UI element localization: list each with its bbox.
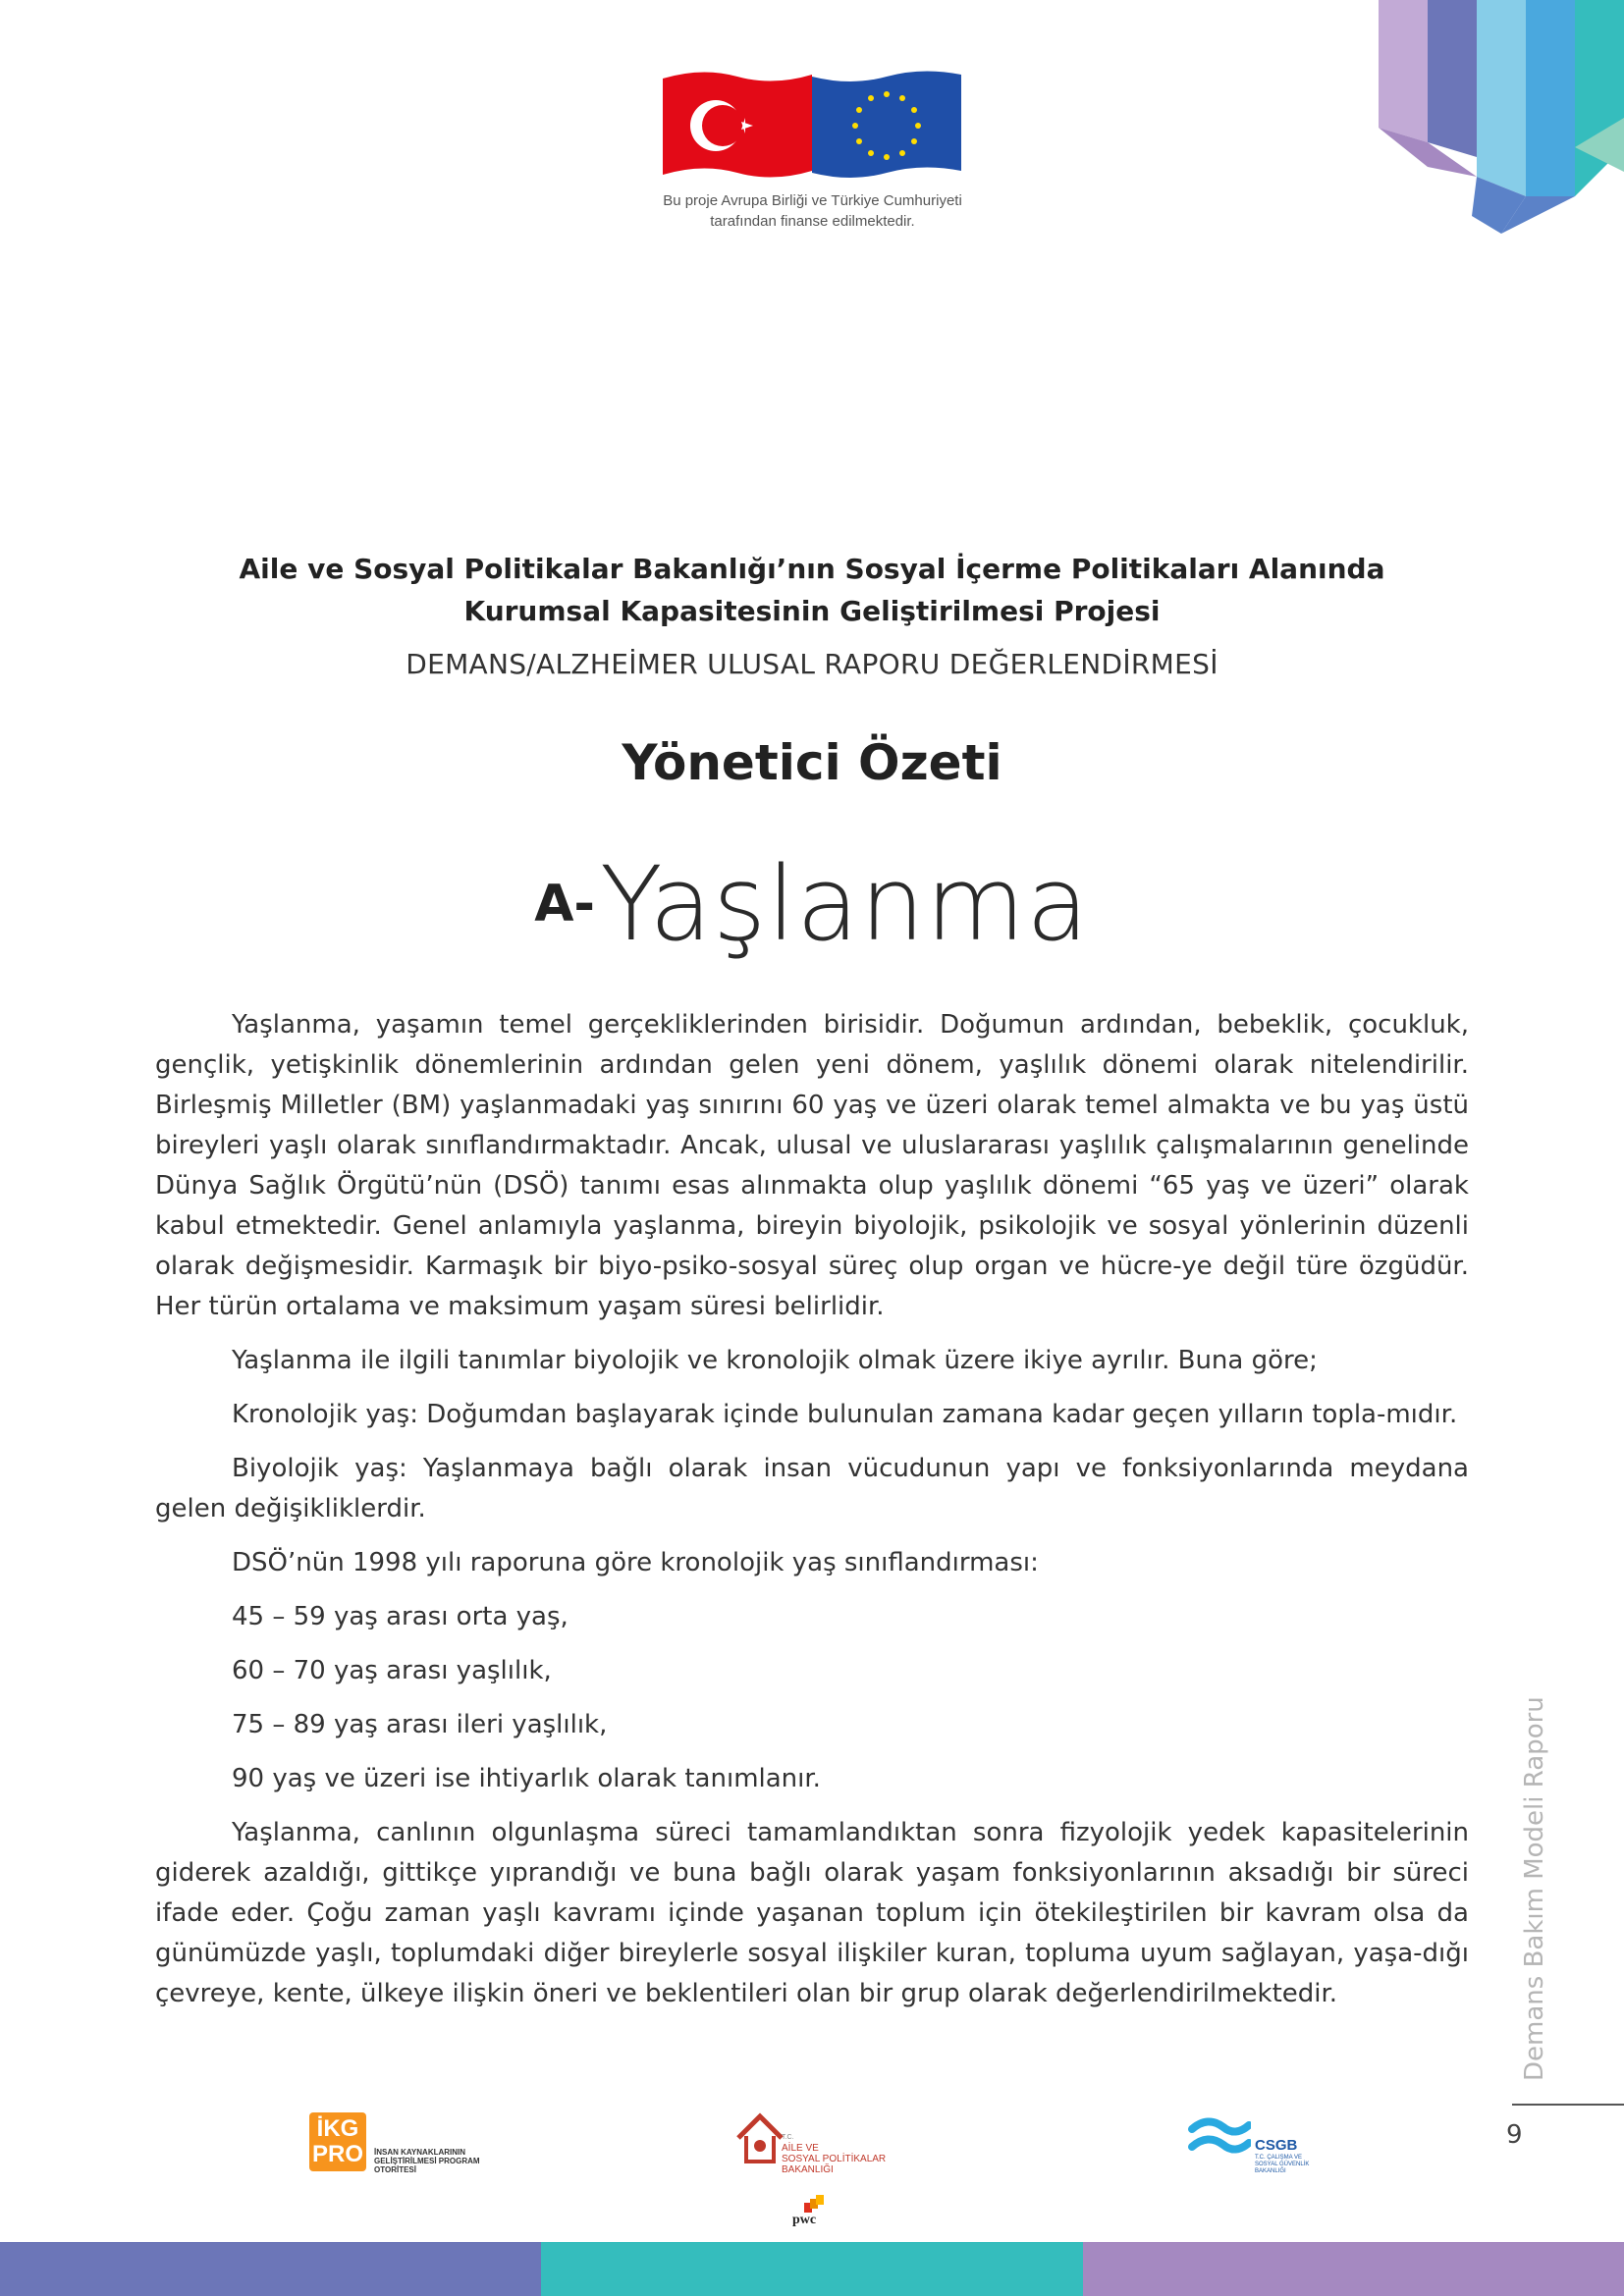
ikg-pro-logo	[309, 2112, 480, 2175]
bottom-color-band	[0, 2242, 1624, 2296]
pwc-text: pwc	[792, 2213, 817, 2227]
page-number: 9	[1506, 2120, 1523, 2150]
pwc-logo	[790, 2195, 830, 2228]
paragraph-aging-intro: Yaşlanma, yaşamın temel gerçekliklerinden birisidir. Doğumun ardından, bebeklik, çocukluk, gençlik, yetişkinlik dönemlerinin ardından gelen yeni dönem, yaşlılık dönemi olarak nitelendirilir. Birleşmiş Milletler (BM) yaşlanmadaki yaş sınırını 60 yaş ve üzeri olarak temel almakta ve bu yaş üstü bireyleri yaşlı olarak sınıflandırmaktadır. Ancak, ulusal ve uluslararası yaşlılık çalışmalarının genelinde Dünya Sağlık Örgütü’nün (DSÖ) tanımı esas alınmakta olup yaşlılık dönemi “65 yaş ve üzeri” olarak kabul etmektedir. Genel anlamıyla yaşlanma, bireyin biyolojik, psikolojik ve sosyal yönlerinin düzenli olarak değişmesidir. Karmaşık bir biyo-psiko-sosyal süreç olup organ ve hücre-ye değil türe özgüdür. Her türün ortalama ve maksimum yaşam süresi belirlidir.	[155, 1010, 1469, 1321]
band-segment-left	[0, 2242, 541, 2296]
ministry-house-icon	[734, 2110, 784, 2169]
list-item: 90 yaş ve üzeri ise ihtiyarlık olarak tanımlanır.	[232, 1764, 821, 1793]
asp-ministry-logo	[734, 2110, 892, 2179]
pwc-blocks-icon	[804, 2195, 826, 2213]
csgb-wave-icon	[1188, 2115, 1251, 2159]
page-number-rule	[1512, 2104, 1624, 2106]
corner-decoration	[1379, 0, 1624, 236]
asp-line2: SOSYAL POLİTİKALAR	[782, 2154, 887, 2164]
asp-small: T.C.	[782, 2134, 794, 2141]
asp-ministry-text	[782, 2132, 899, 2175]
ikg-pro-text: İNSAN KAYNAKLARININ GELİŞTİRİLMESİ PROGRAM OTORİTESİ	[374, 2148, 480, 2174]
body-content	[155, 1005, 1469, 2028]
paragraph-biological-age: Biyolojik yaş: Yaşlanmaya bağlı olarak insan vücudunun yapı ve fonksiyonlarında meydana gelen değişikliklerdir.	[155, 1454, 1469, 1523]
list-item: 60 – 70 yaş arası yaşlılık,	[232, 1656, 552, 1685]
running-title-text: Demans Bakım Modeli Raporu	[1520, 1696, 1549, 2081]
paragraph-definitions: Yaşlanma ile ilgili tanımlar biyolojik ve kronolojik olmak üzere ikiye ayrılır. Buna göre;	[232, 1346, 1318, 1375]
paragraph-who-classification: DSÖ’nün 1998 yılı raporuna göre kronolojik yaş sınıflandırması:	[232, 1548, 1039, 1577]
list-item: 75 – 89 yaş arası ileri yaşlılık,	[232, 1710, 608, 1739]
running-title	[1520, 1696, 1559, 2120]
paragraph-chronological-age: Kronolojik yaş: Doğumdan başlayarak içinde bulunulan zamana kadar geçen yılların topla-mıdır.	[232, 1400, 1458, 1429]
band-segment-right	[1083, 2242, 1624, 2296]
project-title-line1: Aile ve Sosyal Politikalar Bakanlığı’nın Sosyal İçerme Politikaları Alanında	[239, 553, 1385, 585]
asp-line1: AİLE VE	[782, 2143, 819, 2154]
eu-flag-icon	[812, 69, 961, 179]
list-item: 45 – 59 yaş arası orta yaş,	[232, 1602, 568, 1631]
funding-caption-line2: tarafından finanse edilmektedir.	[710, 213, 915, 230]
csgb-logo	[1188, 2115, 1326, 2174]
ikg-mark-line2: PRO	[311, 2141, 363, 2167]
ikg-mark-line1: İKG	[316, 2115, 359, 2142]
section-title: Yaşlanma	[600, 844, 1090, 964]
asp-line3: BAKANLIĞI	[782, 2164, 834, 2175]
section-heading	[0, 844, 1624, 964]
project-title-line2: Kurumsal Kapasitesinin Geliştirilmesi Projesi	[463, 595, 1161, 627]
ikg-pro-mark	[309, 2112, 366, 2171]
section-letter: A-	[534, 875, 596, 934]
turkey-flag-icon	[663, 69, 812, 179]
funding-caption	[623, 190, 1001, 232]
band-segment-middle	[541, 2242, 1082, 2296]
report-subtitle: DEMANS/ALZHEİMER ULUSAL RAPORU DEĞERLENDİRMESİ	[406, 648, 1218, 680]
executive-summary-heading: Yönetici Özeti	[622, 734, 1002, 791]
csgb-text: CSGB	[1255, 2137, 1298, 2154]
project-title	[0, 548, 1624, 632]
funding-caption-line1: Bu proje Avrupa Birliği ve Türkiye Cumhuriyeti	[663, 192, 962, 209]
paragraph-aging-process: Yaşlanma, canlının olgunlaşma süreci tamamlandıktan sonra fizyolojik yedek kapasitelerinin giderek azaldığı, gittikçe yıprandığı ve buna bağlı olarak yaşam fonksiyonlarının aksadığı bir süreci ifade eder. Çoğu zaman yaşlı kavramı içinde yaşanan toplum için ötekileştirilen bir kavram olsa da günümüzde yaşlı, toplumdaki diğer bireylerle sosyal ilişkiler kuran, topluma uyum sağlayan, yaşa-dığı çevreye, kente, ülkeye ilişkin öneri ve beklentileri olan bir grup olarak değerlendirilmektedir.	[155, 1818, 1469, 2008]
csgb-subtext: T.C. ÇALIŞMA VE SOSYAL GÜVENLİK BAKANLIĞI	[1255, 2155, 1310, 2174]
